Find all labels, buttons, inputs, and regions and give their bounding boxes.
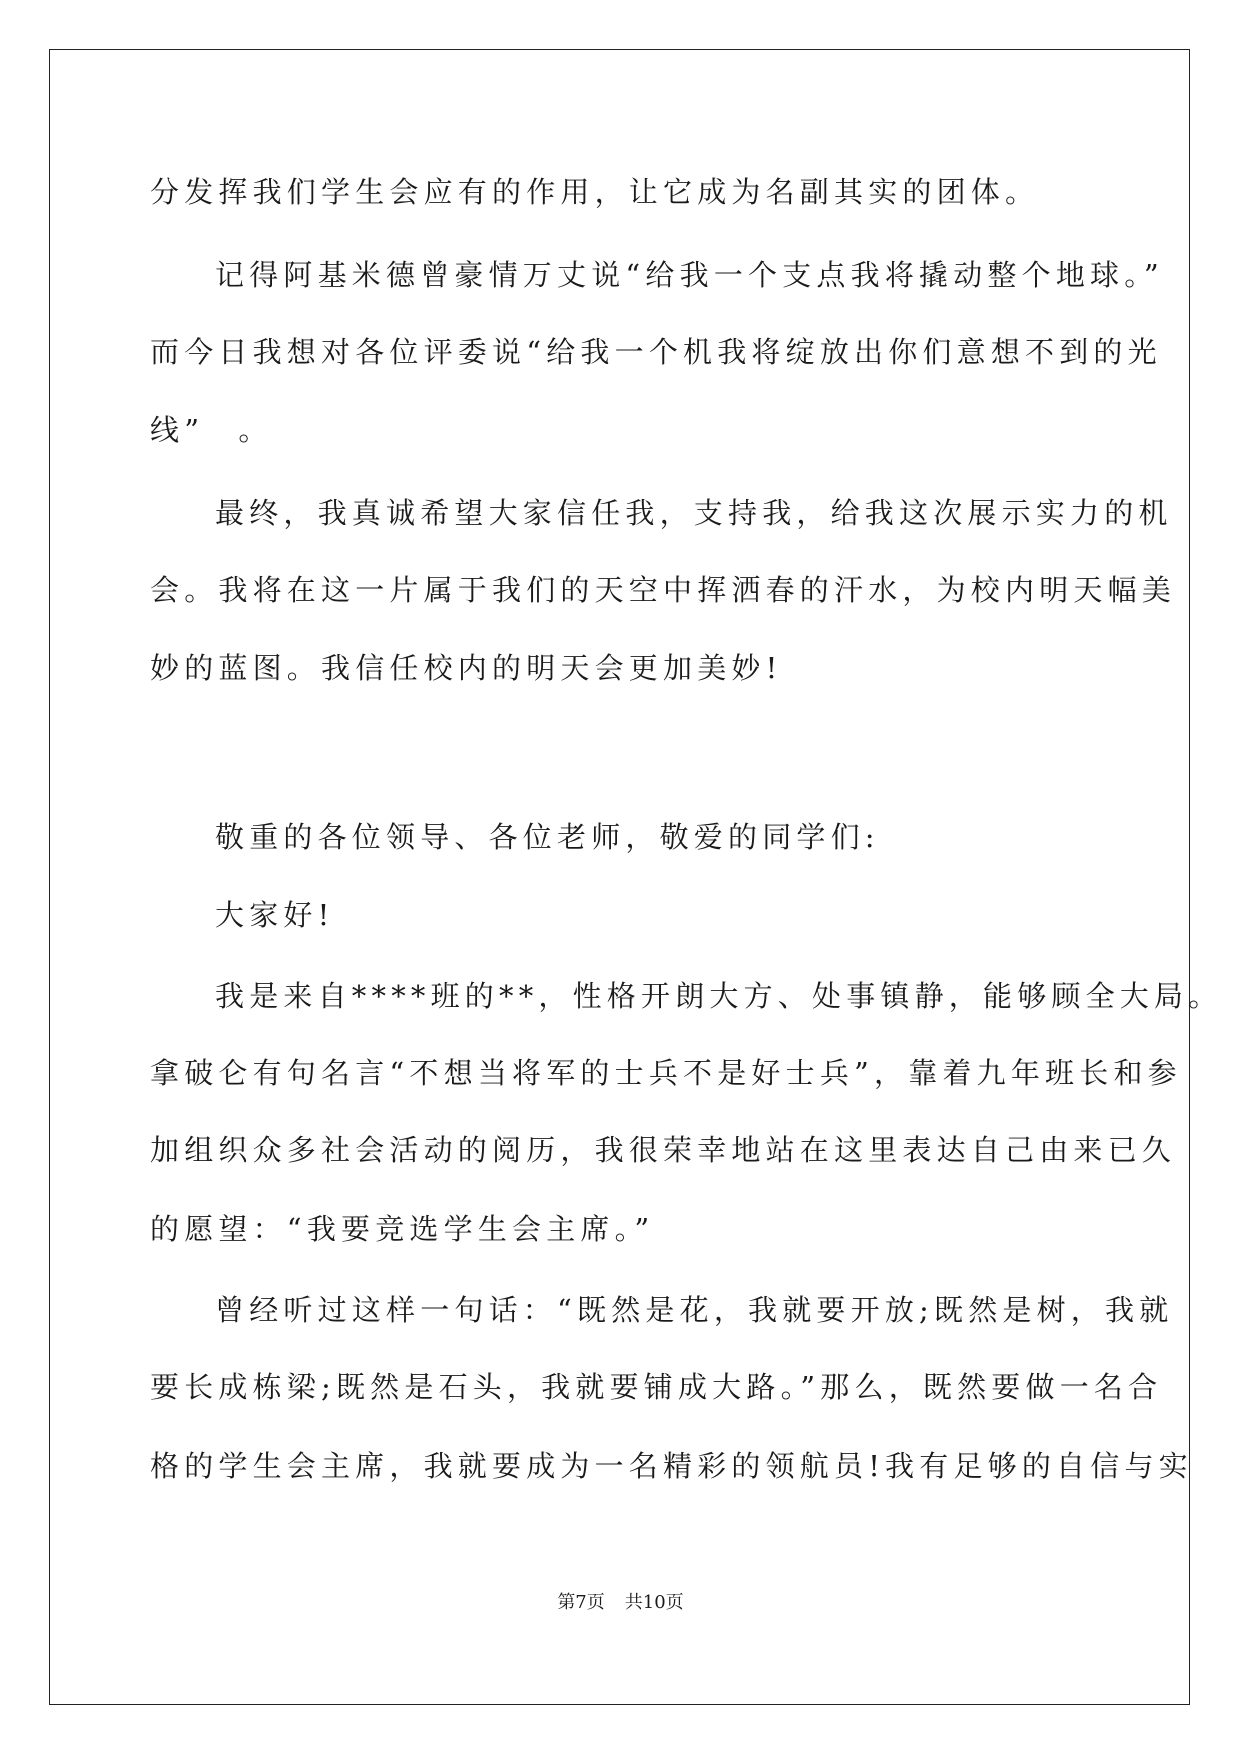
- text-line: 的愿望：“我要竞选学生会主席。”: [150, 1212, 655, 1246]
- text-line: 大家好!: [215, 898, 335, 932]
- text-line: 拿破仑有句名言“不想当将军的士兵不是好士兵”，靠着九年班长和参: [150, 1056, 1182, 1090]
- text-line: 分发挥我们学生会应有的作用，让它成为名副其实的团体。: [150, 175, 1040, 209]
- text-line: 我是来自****班的**，性格开朗大方、处事镇静，能够顾全大局。: [215, 979, 1223, 1013]
- text-line: 要长成栋梁;既然是石头，我就要铺成大路。”那么，既然要做一名合: [150, 1370, 1163, 1404]
- text-line: 而今日我想对各位评委说“给我一个机我将绽放出你们意想不到的光: [150, 335, 1162, 369]
- text-line: 记得阿基米德曾豪情万丈说“给我一个支点我将撬动整个地球。”: [215, 258, 1164, 292]
- text-line: 妙的蓝图。我信任校内的明天会更加美妙!: [150, 651, 783, 685]
- text-line: 敬重的各位领导、各位老师，敬爱的同学们:: [215, 820, 880, 854]
- text-line: 曾经听过这样一句话：“既然是花，我就要开放;既然是树，我就: [215, 1293, 1174, 1327]
- text-line: 最终，我真诚希望大家信任我，支持我，给我这次展示实力的机: [215, 496, 1173, 530]
- page-number-total: 共10页: [624, 1592, 684, 1613]
- text-line: 会。我将在这一片属于我们的天空中挥洒春的汗水，为校内明天幅美: [150, 573, 1177, 607]
- text-line: 线” 。: [150, 413, 273, 447]
- page-footer: [0, 1591, 1241, 1615]
- text-line: 格的学生会主席，我就要成为一名精彩的领航员!我有足够的自信与实: [150, 1449, 1193, 1483]
- text-line: 加组织众多社会活动的阅历，我很荣幸地站在这里表达自己由来已久: [150, 1133, 1177, 1167]
- page-number-current: 第7页: [557, 1592, 605, 1613]
